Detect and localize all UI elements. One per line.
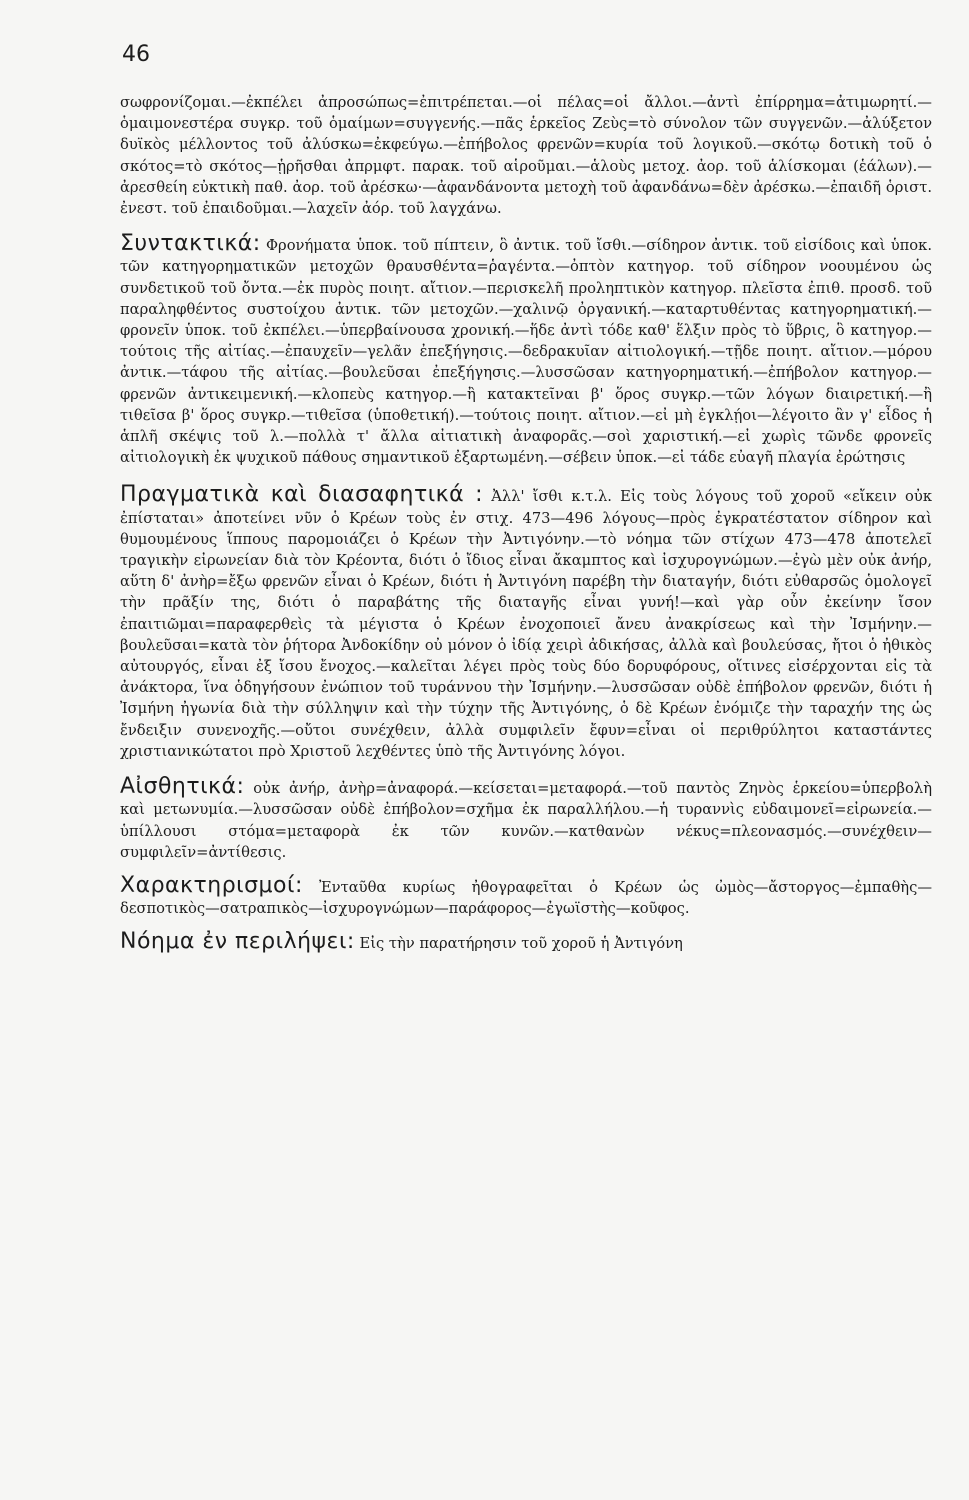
vocabulary-text: σωφρονίζομαι.—ἐκπέλει ἀπροσώπως=ἐπιτρέπεται.—οἱ πέλας=οἱ ἄλλοι.—ἀντὶ ἐπίρρημα=ἀτιμωρητί.—ὁμαιμονεστέρα συγκρ. τοῦ ὁμαίμων=συγγενής.—πᾶς ἑρκεῖος Ζεὺς=τὸ σύνολον τῶν συγγενῶν.—ἀλύξετον δυϊκὸς μέλλοντος τοῦ ἀλύσκω=ἐκφεύγω.—ἐπήβολος φρενῶν=κυρία τοῦ λογικοῦ.—σκότῳ δοτικὴ τοῦ ὁ σκότος=τὸ σκότος—ᾑρῆσθαι ἀπρμφτ. παρακ. τοῦ αἱροῦμαι.—ἁλοὺς μετοχ. ἀορ. τοῦ ἁλίσκομαι (ἑάλων).—ἀρεσθείη εὐκτικὴ παθ. ἀορ. τοῦ ἀρέσκω·—ἀφανδάνοντα μετοχὴ τοῦ ἀφανδάνω=δὲν ἀρέσκω.—ἐπαιδῆ ὁριστ. ἐνεστ. τοῦ ἐπαιδοῦμαι.—λαχεῖν ἀόρ. τοῦ λαγχάνω. — [120, 94, 932, 218]
meaning-heading: Νόημα ἐν περιλήψει: — [120, 929, 355, 955]
characterization-paragraph — [120, 872, 933, 919]
aesthetic-text: οὐκ ἀνήρ, ἀνὴρ=ἀναφορά.—κείσεται=μεταφορά.—τοῦ παντὸς Ζηνὸς ἑρκείου=ὑπερβολὴ καὶ μετωνυμία.—λυσσῶσαν οὐδὲ ἐπήβολον=σχῆμα ἐκ παραλλήλου.—ἡ τυραννὶς εὐδαιμονεῖ=εἰρωνεία.—ὑπίλλουσι στόμα=μεταφορὰ ἐκ τῶν κυνῶν.—κατθανὼν νέκυς=πλεονασμός.—συνέχθειν—συμφιλεῖν=ἀντίθεσις. — [120, 780, 932, 861]
aesthetic-paragraph — [120, 776, 932, 863]
meaning-paragraph — [120, 931, 932, 954]
real-explanations-heading: Πραγματικὰ καὶ διασαφητικά : — [120, 482, 484, 508]
syntax-heading: Συντακτικά: — [120, 231, 261, 257]
characterization-heading: Χαρακτηρισμοί: — [120, 872, 303, 898]
aesthetic-heading: Αἰσθητικά: — [120, 774, 245, 800]
syntax-text: Φρονήματα ὑποκ. τοῦ πίπτειν, ὃ ἀντικ. τοῦ ἴσθι.—σίδηρον ἀντικ. τοῦ εἰσίδοις καὶ ὑποκ. τῶν κατηγορηματικῶν μετοχῶν θραυσθέντα=ῥαγέντα.—ὀπτὸν κατηγορ. τοῦ σίδηρον νοουμένου ὡς συνδετικοῦ τοῦ ὄντα.—ἐκ πυρὸς ποιητ. αἴτιον.—περισκελῆ προληπτικὸν κατηγορ. πλεῖστα ἐπιθ. προσδ. τοῦ παραληφθέντος συστοίχου ἀντικ. τῶν μετοχῶν.—χαλινῷ ὀργανική.—καταρτυθέντας κατηγορηματική.—φρονεῖν ὑποκ. τοῦ ἐκπέλει.—ὑπερβαίνουσα χρονική.—ἥδε ἀντὶ τόδε καθ' ἕλξιν πρὸς τὸ ὕβρις, ὃ κατηγορ.—τούτοις τῆς αἰτίας.—ἐπαυχεῖν—γελᾶν ἐπεξήγησις.—δεδρακυῖαν αἰτιολογική.—τῇδε ποιητ. αἴτιον.—μόρου ἀντικ.—τάφου τῆς αἰτίας.—βουλεῦσαι ἐπεξήγησις.—λυσσῶσαν κατηγορηματική.—ἐπήβολον κατηγορ.—φρενῶν ἀντικειμενική.—κλοπεὺς κατηγορ.—ἢ κατακτεῖναι β' ὅρος συγκρ.—τῶν λόγων διαιρετική.—ἢ τιθεῖσα β' ὅρος συγκρ.—τιθεῖσα (ὑποθετική).—τούτοις ποιητ. αἴτιον.—εἰ μὴ ἐγκλῄοι—λέγοιτο ἂν γ' εἶδος ἡ ἁπλῆ σκέψις τοῦ λ.—πολλὰ τ' ἄλλα αἰτιατικὴ ἀναφορᾶς.—σοὶ χαριστική.—εἰ χωρὶς τῶνδε φρονεῖς αἰτιολογικὴ ἐκ ψυχικοῦ πάθους σημαντικοῦ ἐξαρτωμένη.—σέβειν ὑποκ.—εἰ τάδε εὐαγῆ πλαγία ἐρώτησις — [120, 237, 933, 467]
syntax-paragraph — [120, 233, 932, 468]
meaning-text: Εἰς τὴν παρατήρησιν τοῦ χοροῦ ἡ Ἀντιγόνη — [359, 935, 683, 953]
page-body — [120, 92, 932, 955]
characterization-text: Ἐνταῦθα κυρίως ἠθογραφεῖται ὁ Κρέων ὡς ὠμὸς—ἄστοργος—ἐμπαθὴς—δεσποτικὸς—σατραπικὸς—ἰσχυρογνώμων—παράφορος—ἐγωϊστὴς—κοῦφος. — [120, 878, 933, 918]
real-explanations-paragraph — [120, 484, 932, 762]
page-number: 46 — [122, 42, 150, 67]
real-explanations-text: Ἀλλ' ἴσθι κ.τ.λ. Εἰς τοὺς λόγους τοῦ χοροῦ «εἴκειν οὐκ ἐπίσταται» ἀποτείνει νῦν ὁ Κρέων τοὺς ἐν στιχ. 473—496 λόγους—πρὸς ἐγκρατέστατον σίδηρον καὶ θυμουμένους ἵππους παρομοιάζει ὁ Κρέων τὴν Ἀντιγόνην.—τὸ νόημα τῶν στίχων 473—478 ἀποτελεῖ τραγικὴν εἰρωνείαν διὰ τὸν Κρέοντα, διότι ὁ ἴδιος εἶναι ἄκαμπτος καὶ ἰσχυρογνώμων.—ἐγὼ μὲν οὐκ ἀνήρ, αὕτη δ' ἀνὴρ=ἔξω φρενῶν εἶναι ὁ Κρέων, διότι ἡ Ἀντιγόνη παρέβη τὴν διαταγήν, διότι εὐθαρσῶς ὁμολογεῖ τὴν πρᾶξίν της, διότι ὁ παραβάτης τῆς διαταγῆς εἶναι γυνή!—καὶ γὰρ οὖν ἐκείνην ἴσον ἐπαιτιῶμαι=παραφερθεὶς τὰ μέγιστα ὁ Κρέων ἐνοχοποιεῖ ἄνευ ἀνακρίσεως καὶ τὴν Ἰσμήνην.—βουλεῦσαι=κατὰ τὸν ῥήτορα Ἀνδοκίδην οὐ μόνον ὁ ἰδίᾳ χειρὶ ἀδικήσας, ἀλλὰ καὶ βουλεύσας, ἤτοι ὁ ἠθικὸς αὐτουργός, εἶναι ἐξ ἴσου ἔνοχος.—καλεῖται λέγει πρὸς τοὺς δύο δορυφόρους, οἵτινες εἰσέρχονται εἰς τὰ ἀνάκτορα, ἵνα ὁδηγήσουν ἐνώπιον τοῦ τυράννου τὴν Ἰσμήνην.—λυσσῶσαν οὐδὲ ἐπήβολον φρενῶν, διότι ἡ Ἰσμήνη ἠγωνία διὰ τὴν σύλληψιν καὶ τὴν τύχην τῆς Ἀντιγόνης, ὁ δὲ Κρέων ἐνόμιζε τὴν ταραχήν της ὡς ἔνδειξιν συνενοχῆς.—οὔτοι συνέχθειν, ἀλλὰ συμφιλεῖν ἔφυν=εἶναι οἱ περιθρύλητοι καταστάντες χριστιανικώτατοι πρὸ Χριστοῦ λεχθέντες ὑπὸ τῆς Ἀντιγόνης λόγοι. — [120, 488, 933, 760]
vocabulary-paragraph — [120, 92, 932, 219]
